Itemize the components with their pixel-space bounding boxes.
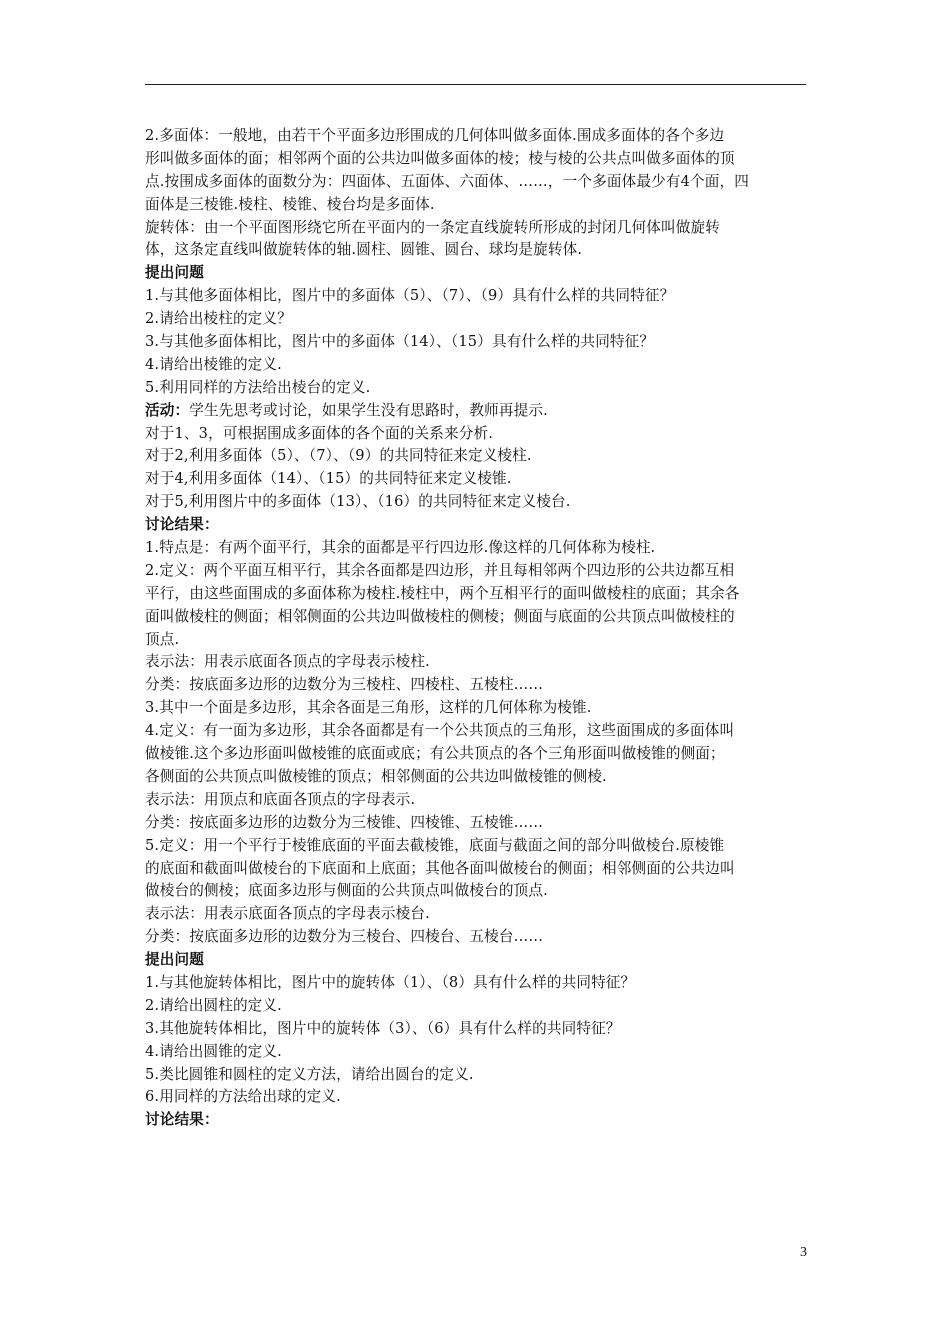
- text-line: 顶点.: [145, 630, 180, 648]
- text-line: 分类：按底面多边形的边数分为三棱柱、四棱柱、五棱柱……: [145, 676, 544, 694]
- text-line: 对于5,利用图片中的多面体（13）、（16）的共同特征来定义棱台.: [145, 493, 571, 511]
- text-line: 面叫做棱柱的侧面；相邻侧面的公共边叫做棱柱的侧棱；侧面与底面的公共顶点叫做棱柱的: [145, 607, 735, 625]
- header-rule: [145, 84, 806, 85]
- text-line: 5.定义：用一个平行于棱锥底面的平面去截棱锥，底面与截面之间的部分叫做棱台.原棱锥: [145, 836, 725, 854]
- document-body: [145, 125, 807, 1132]
- text-line: 对于4,利用多面体（14）、（15）的共同特征来定义棱锥.: [145, 470, 512, 488]
- text-line: 旋转体：由一个平面图形绕它所在平面内的一条定直线旋转所形成的封闭几何体叫做旋转: [145, 218, 721, 236]
- text-line: 6.用同样的方法给出球的定义.: [145, 1088, 341, 1106]
- text-line: 1.特点是：有两个面平行，其余的面都是平行四边形.像这样的几何体称为棱柱.: [145, 539, 656, 557]
- text-line: 4.定义：有一面为多边形，其余各面都是有一个公共顶点的三角形，这些面围成的多面体叫: [145, 722, 735, 740]
- text-line: 表示法：用表示底面各顶点的字母表示棱柱.: [145, 653, 430, 671]
- text-line: 的底面和截面叫做棱台的下底面和上底面；其他各面叫做棱台的侧面；相邻侧面的公共边叫: [145, 859, 735, 877]
- text-line: 各侧面的公共顶点叫做棱锥的顶点；相邻侧面的公共边叫做棱锥的侧棱.: [145, 767, 607, 785]
- text-line: 分类：按底面多边形的边数分为三棱锥、四棱锥、五棱锥……: [145, 813, 544, 831]
- section-heading: 提出问题: [145, 264, 204, 282]
- text-line: 形叫做多面体的面；相邻两个面的公共边叫做多面体的棱；棱与棱的公共点叫做多面体的顶: [145, 149, 735, 167]
- text-line: 做棱锥.这个多边形面叫做棱锥的底面或底；有公共顶点的各个三角形面叫做棱锥的侧面；: [145, 745, 725, 763]
- text-line: 2.多面体：一般地，由若干个平面多边形围成的几何体叫做多面体.围成多面体的各个多边: [145, 127, 725, 144]
- text-line: 表示法：用表示底面各顶点的字母表示棱台.: [145, 905, 430, 923]
- text-line: 表示法：用顶点和底面各顶点的字母表示.: [145, 790, 416, 808]
- text-line: 1.与其他多面体相比，图片中的多面体（5）、（7）、（9）具有什么样的共同特征？: [145, 287, 675, 305]
- text-line: 分类：按底面多边形的边数分为三棱台、四棱台、五棱台……: [145, 928, 544, 946]
- text-line: 5.类比圆锥和圆柱的定义方法，请给出圆台的定义.: [145, 1065, 474, 1083]
- text-line: 3.与其他多面体相比，图片中的多面体（14）、（15）具有什么样的共同特征？: [145, 333, 655, 351]
- text-line: 4.请给出圆锥的定义.: [145, 1042, 282, 1060]
- text-line: [145, 400, 807, 423]
- section-heading: 讨论结果：: [145, 1111, 219, 1129]
- text-line: 体，这条定直线叫做旋转体的轴.圆柱、圆锥、圆台、球均是旋转体.: [145, 241, 583, 259]
- text-line: 点.按围成多面体的面数分为：四面体、五面体、六面体、……，一个多面体最少有4个面，四: [145, 172, 749, 190]
- section-heading: 提出问题: [145, 951, 204, 969]
- text-line: 3.其中一个面是多边形，其余各面是三角形，这样的几何体称为棱锥.: [145, 699, 592, 717]
- inline-label: 活动：: [145, 401, 190, 419]
- text-line: 2.请给出圆柱的定义.: [145, 996, 282, 1014]
- section-heading: 讨论结果：: [145, 516, 219, 534]
- text-line: 做棱台的侧棱；底面多边形与侧面的公共顶点叫做棱台的顶点.: [145, 882, 548, 900]
- text-line: 对于2,利用多面体（5）、（7）、（9）的共同特征来定义棱柱.: [145, 447, 532, 465]
- text-line: 对于1、3，可根据围成多面体的各个面的关系来分析.: [145, 424, 494, 442]
- inline-text: 学生先思考或讨论，如果学生没有思路时，教师再提示.: [189, 401, 548, 419]
- text-line: 2.定义：两个平面互相平行，其余各面都是四边形，并且每相邻两个四边形的公共边都互相: [145, 561, 735, 579]
- text-line: 2.请给出棱柱的定义？: [145, 310, 292, 328]
- text-line: 1.与其他旋转体相比，图片中的旋转体（1）、（8）具有什么样的共同特征？: [145, 973, 636, 991]
- text-line: 4.请给出棱锥的定义.: [145, 355, 282, 373]
- text-line: 平行，由这些面围成的多面体称为棱柱.棱柱中，两个互相平行的面叫做棱柱的底面；其余各: [145, 584, 740, 602]
- page-number: 3: [800, 1245, 807, 1260]
- text-line: 面体是三棱锥.棱柱、棱锥、棱台均是多面体.: [145, 195, 435, 213]
- text-line: 3.其他旋转体相比，图片中的旋转体（3）、（6）具有什么样的共同特征？: [145, 1019, 621, 1037]
- text-line: 5.利用同样的方法给出棱台的定义.: [145, 378, 371, 396]
